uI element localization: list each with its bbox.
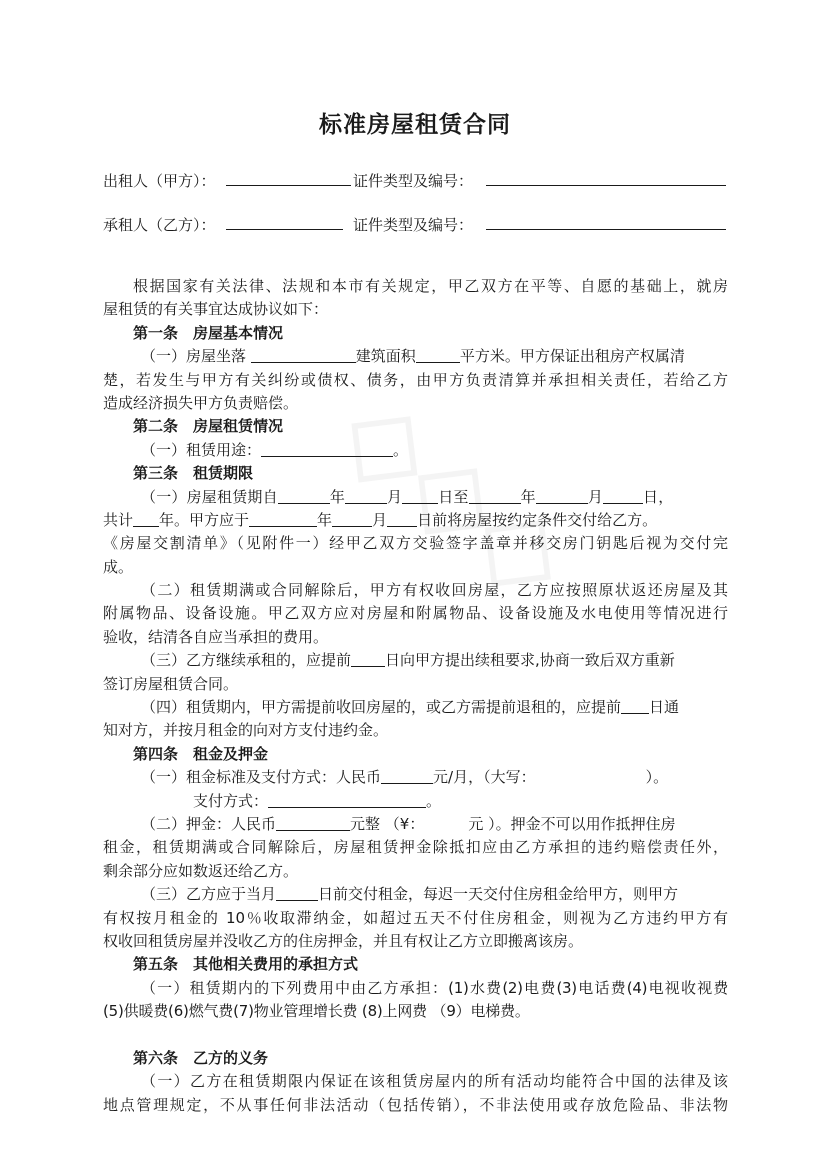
end-day-blank[interactable] [603,487,643,504]
start-month-blank[interactable] [345,487,387,504]
text: （二）押金：人民币 [141,814,277,833]
article-3-clause-2: （二）租赁期满或合同解除后，甲方有权收回房屋，乙方应按照原状返还房屋及其 [141,581,728,600]
article-4-heading: 第四条 租金及押金 [133,744,269,763]
spacer [103,1024,728,1047]
area-blank[interactable] [416,346,460,363]
lessee-id-label: 证件类型及编号： [353,216,474,234]
text: 年。甲方应于 [159,510,250,529]
article-3-clause-1 [103,486,728,509]
article-3-clause-2-line-2: 附属物品、设备设施。甲乙双方应对房屋和附属物品、设备设施及水电使用等情况进行 [103,604,728,623]
rent-amount-blank[interactable] [381,767,433,784]
article-4-clause-2-line-3: 剩余部分应如数返还给乙方。 [103,861,299,880]
text: 共计 [103,510,134,529]
intro-line-2: 屋租赁的有关事宜达成协议如下： [103,300,329,319]
text: 平方米。甲方保证出租房产权属清 [459,347,685,366]
article-1-line-2: 楚，若发生与甲方有关纠纷或债权、债务，由甲方负责清算并承担相关责任，若给乙方 [103,370,728,389]
text: （三）乙方应于当月 [141,885,277,904]
text: 日通 [649,698,680,717]
lessee-row [103,212,726,235]
text: 月 [372,510,388,529]
text: （一）租金标准及支付方式：人民币 [141,768,382,787]
article-3-clause-4 [103,696,728,719]
article-4-clause-2-line-2: 租金，租赁期满或合同解除后，房屋租赁押金除抵扣应由乙方承担的违约赔偿责任外， [103,838,728,857]
article-1-clause-1 [103,345,728,368]
handover-year-blank[interactable] [249,510,317,527]
text: 元/月，（大写： [433,768,536,787]
text: 日向甲方提出续租要求,协商一致后双方重新 [385,651,675,670]
text: 。 [393,440,409,459]
text: ）。 [645,768,669,787]
contract-body [103,275,728,1117]
article-3-clause-2-line-3: 验收，结清各自应当承担的费用。 [103,627,329,646]
text: 日前将房屋按约定条件交付给乙方。 [417,510,658,529]
contract-title: 标准房屋租赁合同 [319,112,511,138]
text: 日， [643,487,674,506]
article-4-clause-2 [103,813,728,836]
article-4-payment-method [103,790,728,813]
lessor-name-blank[interactable] [226,168,351,186]
article-1-heading: 第一条 房屋基本情况 [133,323,284,342]
text: （一）租赁用途： [141,440,262,459]
article-4-clause-3-line-2: 有权按月租金的 10％收取滞纳金，如超过五天不付住房租金，则视为乙方违约甲方有 [103,908,728,927]
lessor-row [103,168,726,191]
text: （一）房屋坐落 [141,347,247,366]
end-year-blank[interactable] [469,487,521,504]
article-3-line-2 [103,509,728,532]
article-2-heading: 第二条 房屋租赁情况 [133,417,284,436]
lessee-name-blank[interactable] [226,212,343,230]
text: （三）乙方继续承租的，应提前 [141,651,352,670]
end-month-blank[interactable] [536,487,588,504]
article-4-clause-3-line-3: 权收回租赁房屋并没收乙方的住房押金，并且有权让乙方立即搬离该房。 [103,931,584,950]
lessor-id-blank[interactable] [486,168,726,186]
location-blank[interactable] [251,346,356,363]
total-years-blank[interactable] [133,510,159,527]
lessee-id-blank[interactable] [486,212,726,230]
start-day-blank[interactable] [402,487,438,504]
lessee-label: 承租人（乙方）： [103,216,216,234]
intro-line-1: 根据国家有关法律、法规和本市有关规定，甲乙双方在平等、自愿的基础上，就房 [133,277,728,295]
pay-day-blank[interactable] [276,884,318,901]
text: （一）房屋租赁期自 [141,487,278,506]
article-2-clause-1 [103,439,728,462]
article-6-clause-1-line-2: 地点管理规定，不从事任何非法活动（包括传销），不非法使用或存放危险品、非法物 [103,1095,728,1114]
text: 元整 （¥： [350,814,425,833]
text: 。 [426,791,442,810]
renew-days-blank[interactable] [351,650,385,667]
article-4-clause-3 [103,883,728,906]
article-3-line-4: 成。 [103,557,134,576]
text: 月 [587,487,604,506]
text: 年 [520,487,536,506]
payment-method-blank[interactable] [268,791,426,808]
article-3-heading: 第三条 租赁期限 [133,464,254,483]
text: 日至 [438,487,469,506]
article-6-clause-1: （一）乙方在租赁期限内保证在该租赁房屋内的所有活动均能符合中国的法律及该 [141,1072,728,1091]
text: 支付方式： [193,791,269,810]
text: 月 [387,487,403,506]
text: （四）租赁期内，甲方需提前收回房屋的，或乙方需提前退租的，应提前 [141,698,622,717]
text: 年 [317,510,333,529]
text: 日前交付租金，每迟一天交付住房租金给甲方，则甲方 [318,885,679,904]
text: 元 ）。押金不可以用作抵押住房 [468,814,676,833]
article-6-heading: 第六条 乙方的义务 [133,1048,269,1067]
lessor-label: 出租人（甲方）： [103,172,216,190]
handover-day-blank[interactable] [387,510,417,527]
article-1-line-3: 造成经济损失甲方负责赔偿。 [103,393,299,412]
article-5-clause-1-line-2: (5)供暖费(6)燃气费(7)物业管理增长费 (8)上网费 （9）电梯费。 [103,1002,530,1021]
deposit-amount-blank[interactable] [276,814,350,831]
article-3-line-3: 《房屋交割清单》（见附件一）经甲乙双方交验签字盖章并移交房门钥匙后视为交付完 [103,534,728,553]
article-3-clause-4-line-2: 知对方，并按月租金的向对方支付违约金。 [103,721,389,740]
article-5-heading: 第五条 其他相关费用的承担方式 [133,955,359,974]
article-4-clause-1 [103,766,728,789]
lessor-id-label: 证件类型及编号： [353,172,474,190]
article-3-clause-3 [103,649,728,672]
text: 建筑面积 [355,347,416,366]
article-5-clause-1: （一）租赁期内的下列费用中由乙方承担：(1)水费(2)电费(3)电话费(4)电视收视费 [141,978,728,997]
article-3-clause-3-line-2: 签订房屋租赁合同。 [103,674,239,693]
start-year-blank[interactable] [278,487,330,504]
notice-days-blank[interactable] [621,697,649,714]
purpose-blank[interactable] [261,440,393,457]
text: 年 [329,487,346,506]
handover-month-blank[interactable] [332,510,372,527]
